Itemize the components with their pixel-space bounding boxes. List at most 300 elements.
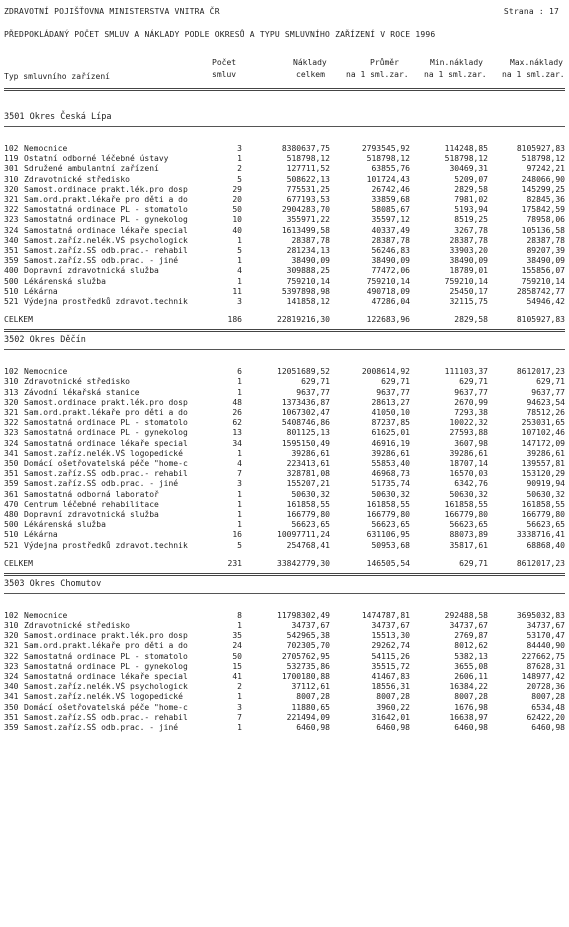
row-max: 87628,31 bbox=[526, 661, 565, 671]
row-type: Sam.ord.prakt.lékaře pro děti a do bbox=[24, 408, 188, 417]
row-max: 629,71 bbox=[536, 377, 565, 387]
row-type: Samost.zaříz.SŠ odb.prac.- rehabil bbox=[24, 246, 188, 255]
row-average: 41050,10 bbox=[371, 408, 410, 417]
row-count: 35 bbox=[232, 631, 242, 641]
row-count: 48 bbox=[232, 397, 242, 407]
row-min: 3267,78 bbox=[454, 225, 488, 235]
row-min: 2606,11 bbox=[454, 672, 488, 681]
row-type: Sdružené ambulantní zařízení bbox=[24, 164, 159, 174]
row-min: 518798,12 bbox=[444, 154, 488, 164]
row-average: 34737,67 bbox=[371, 621, 410, 630]
table-row bbox=[0, 154, 569, 164]
table-row bbox=[0, 662, 569, 672]
table-row bbox=[0, 205, 569, 215]
table-row bbox=[0, 530, 569, 540]
table-row bbox=[0, 164, 569, 174]
row-costs: 28387,78 bbox=[291, 235, 330, 245]
row-costs: 10097711,24 bbox=[277, 530, 330, 540]
table-row bbox=[0, 185, 569, 195]
row-costs: 9637,77 bbox=[296, 387, 330, 397]
row-type: Lékárenská služba bbox=[24, 520, 106, 530]
row-type: Dopravní zdravotnická služba bbox=[24, 266, 159, 276]
row-type: Centrum léčebné rehabilitace bbox=[24, 499, 159, 509]
row-code: 341 bbox=[4, 692, 19, 702]
row-average: 1474787,81 bbox=[361, 610, 410, 620]
row-average: 28387,78 bbox=[371, 235, 410, 245]
table-row bbox=[0, 713, 569, 723]
row-average: 50953,68 bbox=[371, 540, 410, 550]
row-max: 3338716,41 bbox=[516, 530, 565, 540]
row-count: 50 bbox=[232, 205, 242, 215]
row-costs: 5397898,98 bbox=[281, 286, 330, 296]
row-type: Samostatná ordinace PL - gynekolog bbox=[24, 661, 188, 671]
row-max: 90919,94 bbox=[526, 479, 565, 489]
row-count: 1 bbox=[237, 448, 242, 458]
col-min-1: Min.náklady bbox=[430, 58, 483, 67]
row-count: 5 bbox=[237, 540, 242, 550]
row-type: Závodní lékařská stanice bbox=[24, 387, 140, 397]
row-count: 1 bbox=[237, 510, 242, 519]
row-average: 28613,27 bbox=[371, 397, 410, 407]
row-costs: 677193,53 bbox=[286, 195, 330, 204]
row-code: 320 bbox=[4, 397, 19, 407]
district-rule bbox=[4, 593, 565, 594]
row-code: 320 bbox=[4, 631, 19, 641]
table-row bbox=[0, 175, 569, 185]
row-costs: 508622,13 bbox=[286, 174, 330, 184]
district-title: 3501 Okres Česká Lípa bbox=[4, 112, 112, 122]
row-count: 34 bbox=[232, 438, 242, 448]
row-count: 1 bbox=[237, 154, 242, 164]
row-average: 51735,74 bbox=[371, 479, 410, 489]
row-type: Nemocnice bbox=[24, 610, 68, 620]
row-code: 323 bbox=[4, 215, 19, 225]
row-min: 30469,31 bbox=[449, 164, 488, 174]
row-average: 518798,12 bbox=[366, 154, 410, 164]
row-costs: 1373436,87 bbox=[281, 397, 330, 407]
row-min: 27593,88 bbox=[449, 428, 488, 438]
row-max: 8612017,23 bbox=[516, 367, 565, 377]
row-code: 102 bbox=[4, 144, 19, 153]
table-row bbox=[0, 652, 569, 662]
table-row bbox=[0, 266, 569, 276]
total-costs: 22819216,30 bbox=[277, 315, 330, 325]
row-count: 8 bbox=[237, 610, 242, 620]
table-row bbox=[0, 631, 569, 641]
row-max: 147172,09 bbox=[521, 438, 565, 448]
row-min: 2769,87 bbox=[454, 631, 488, 641]
row-costs: 309888,25 bbox=[286, 266, 330, 276]
row-min: 16384,22 bbox=[449, 682, 488, 692]
row-type: Samost.ordinace prakt.lék.pro dosp bbox=[24, 397, 188, 407]
row-type: Samost.zaříz.nelék.VŠ psychologick bbox=[24, 682, 188, 692]
table-row bbox=[0, 418, 569, 428]
row-average: 54115,26 bbox=[371, 651, 410, 661]
table-row bbox=[0, 439, 569, 449]
row-average: 6460,98 bbox=[376, 723, 410, 732]
row-average: 2793545,92 bbox=[361, 144, 410, 153]
row-code: 102 bbox=[4, 367, 19, 377]
row-code: 310 bbox=[4, 377, 19, 387]
row-average: 35597,12 bbox=[371, 215, 410, 225]
row-max: 50630,32 bbox=[526, 489, 565, 499]
row-type: Sam.ord.prakt.lékaře pro děti a do bbox=[24, 195, 188, 204]
row-average: 40337,49 bbox=[371, 225, 410, 235]
row-max: 253031,65 bbox=[521, 418, 565, 428]
row-type: Samostatná ordinace PL - stomatolo bbox=[24, 651, 188, 661]
row-code: 313 bbox=[4, 387, 19, 397]
district-title: 3502 Okres Děčín bbox=[4, 335, 86, 346]
row-average: 15513,30 bbox=[371, 631, 410, 641]
row-max: 38490,09 bbox=[526, 256, 565, 266]
row-costs: 161858,55 bbox=[286, 499, 330, 509]
row-average: 41467,83 bbox=[371, 672, 410, 681]
table-row bbox=[0, 621, 569, 631]
row-type: Výdejna prostředků zdravot.technik bbox=[24, 540, 188, 550]
row-type: Samostatná ordinace lékaře special bbox=[24, 672, 188, 681]
row-count: 1 bbox=[237, 235, 242, 245]
row-max: 166779,80 bbox=[521, 510, 565, 519]
row-min: 7981,02 bbox=[454, 195, 488, 204]
row-min: 8012,62 bbox=[454, 641, 488, 651]
col-max-2: na 1 sml.zar. bbox=[502, 70, 565, 79]
row-costs: 254768,41 bbox=[286, 540, 330, 550]
row-type: Samost.ordinace prakt.lék.pro dosp bbox=[24, 631, 188, 641]
table-row bbox=[0, 672, 569, 682]
row-type: Samostatná ordinace PL - stomatolo bbox=[24, 205, 188, 215]
row-max: 34737,67 bbox=[526, 621, 565, 630]
row-average: 18556,31 bbox=[371, 682, 410, 692]
row-min: 18789,01 bbox=[449, 266, 488, 276]
row-code: 350 bbox=[4, 702, 19, 712]
row-costs: 127711,52 bbox=[286, 164, 330, 174]
row-code: 321 bbox=[4, 195, 19, 204]
row-max: 139557,81 bbox=[521, 459, 565, 468]
row-count: 20 bbox=[232, 195, 242, 204]
col-count-2: smluv bbox=[212, 70, 237, 79]
total-max: 8105927,83 bbox=[516, 315, 565, 325]
table-row bbox=[0, 510, 569, 520]
row-type: Samostatná odborná laboratoř bbox=[24, 489, 159, 499]
row-min: 7293,38 bbox=[454, 408, 488, 417]
row-costs: 11880,65 bbox=[291, 702, 330, 712]
row-min: 88073,89 bbox=[449, 530, 488, 540]
row-code: 359 bbox=[4, 479, 19, 489]
row-type: Zdravotnické středisko bbox=[24, 174, 130, 184]
table-row bbox=[0, 449, 569, 459]
row-max: 9637,77 bbox=[531, 387, 565, 397]
table-row bbox=[0, 195, 569, 205]
row-code: 350 bbox=[4, 459, 19, 468]
total-label: CELKEM bbox=[4, 315, 33, 325]
row-code: 351 bbox=[4, 712, 19, 722]
table-row bbox=[0, 479, 569, 489]
table-row bbox=[0, 377, 569, 387]
row-average: 629,71 bbox=[381, 377, 410, 387]
row-count: 3 bbox=[237, 479, 242, 489]
row-costs: 8007,28 bbox=[296, 692, 330, 702]
row-code: 359 bbox=[4, 256, 19, 266]
row-average: 39286,61 bbox=[371, 448, 410, 458]
row-code: 500 bbox=[4, 520, 19, 530]
row-count: 10 bbox=[232, 215, 242, 225]
row-costs: 38490,09 bbox=[291, 256, 330, 266]
row-code: 351 bbox=[4, 469, 19, 479]
table-row bbox=[0, 703, 569, 713]
row-count: 7 bbox=[237, 469, 242, 479]
row-average: 50630,32 bbox=[371, 489, 410, 499]
col-costs-1: Náklady bbox=[293, 58, 327, 67]
row-max: 175842,59 bbox=[521, 205, 565, 215]
row-code: 323 bbox=[4, 428, 19, 438]
row-min: 56623,65 bbox=[449, 520, 488, 530]
row-min: 50630,32 bbox=[449, 489, 488, 499]
row-code: 521 bbox=[4, 297, 19, 306]
row-code: 480 bbox=[4, 510, 19, 519]
row-max: 2858742,77 bbox=[516, 286, 565, 296]
row-type: Samost.zaříz.nelék.VŠ logopedické bbox=[24, 448, 183, 458]
col-count-1: Počet bbox=[212, 58, 237, 67]
row-average: 29262,74 bbox=[371, 641, 410, 651]
row-count: 1 bbox=[237, 520, 242, 530]
row-costs: 11798302,49 bbox=[277, 610, 330, 620]
row-max: 20728,36 bbox=[526, 682, 565, 692]
row-min: 33903,20 bbox=[449, 246, 488, 255]
row-code: 324 bbox=[4, 438, 19, 448]
row-count: 1 bbox=[237, 489, 242, 499]
row-min: 2670,99 bbox=[454, 397, 488, 407]
row-type: Ostatní odborné léčebné ústavy bbox=[24, 154, 169, 164]
table-row bbox=[0, 500, 569, 510]
col-avg-2: na 1 sml.zar. bbox=[346, 70, 409, 79]
row-code: 322 bbox=[4, 205, 19, 215]
page-number: Strana : 17 bbox=[503, 7, 559, 16]
row-type: Samostatná ordinace lékaře special bbox=[24, 438, 188, 448]
row-average: 33859,68 bbox=[371, 195, 410, 204]
row-max: 97242,21 bbox=[526, 164, 565, 174]
row-count: 13 bbox=[232, 428, 242, 438]
row-count: 1 bbox=[237, 723, 242, 732]
org-header: ZDRAVOTNÍ POJIŠŤOVNA MINISTERSTVA VNITRA ČR bbox=[4, 7, 220, 16]
col-avg-1: Průměr bbox=[370, 58, 399, 67]
row-average: 490718,09 bbox=[366, 286, 410, 296]
row-max: 145299,25 bbox=[521, 184, 565, 194]
row-min: 111103,37 bbox=[444, 367, 488, 377]
row-count: 7 bbox=[237, 712, 242, 722]
table-row bbox=[0, 144, 569, 154]
row-average: 101724,43 bbox=[366, 174, 410, 184]
row-min: 5382,13 bbox=[454, 651, 488, 661]
row-count: 50 bbox=[232, 651, 242, 661]
table-row bbox=[0, 215, 569, 225]
row-min: 6460,98 bbox=[454, 723, 488, 732]
row-average: 56246,83 bbox=[371, 246, 410, 255]
row-count: 5 bbox=[237, 246, 242, 255]
row-code: 351 bbox=[4, 246, 19, 255]
row-costs: 629,71 bbox=[301, 377, 330, 387]
row-min: 8519,25 bbox=[454, 215, 488, 225]
row-count: 1 bbox=[237, 377, 242, 387]
row-type: Samost.zaříz.SŠ odb.prac.- rehabil bbox=[24, 712, 188, 722]
row-code: 521 bbox=[4, 540, 19, 550]
row-max: 107102,46 bbox=[521, 428, 565, 438]
row-average: 61625,01 bbox=[371, 428, 410, 438]
table-row bbox=[0, 367, 569, 377]
row-type: Lékárenská služba bbox=[24, 276, 106, 286]
row-costs: 328781,08 bbox=[286, 469, 330, 479]
row-max: 227662,75 bbox=[521, 651, 565, 661]
row-min: 18707,14 bbox=[449, 459, 488, 468]
row-code: 320 bbox=[4, 184, 19, 194]
row-costs: 2705762,95 bbox=[281, 651, 330, 661]
row-min: 35817,61 bbox=[449, 540, 488, 550]
row-costs: 702305,70 bbox=[286, 641, 330, 651]
row-max: 68868,40 bbox=[526, 540, 565, 550]
district-rule bbox=[4, 349, 565, 350]
table-row bbox=[0, 428, 569, 438]
row-costs: 56623,65 bbox=[291, 520, 330, 530]
row-max: 39286,61 bbox=[526, 448, 565, 458]
table-row bbox=[0, 459, 569, 469]
total-average: 146505,54 bbox=[366, 558, 410, 568]
row-costs: 532735,86 bbox=[286, 661, 330, 671]
row-type: Samost.zaříz.nelék.VŠ psychologick bbox=[24, 235, 188, 245]
col-type: Typ smluvního zařízení bbox=[4, 72, 110, 81]
table-row bbox=[0, 408, 569, 418]
table-row bbox=[0, 246, 569, 256]
table-row bbox=[0, 226, 569, 236]
row-max: 153120,29 bbox=[521, 469, 565, 479]
district-rule bbox=[4, 126, 565, 127]
row-average: 759210,14 bbox=[366, 276, 410, 286]
row-costs: 281234,13 bbox=[286, 246, 330, 255]
table-row bbox=[0, 611, 569, 621]
row-average: 46968,73 bbox=[371, 469, 410, 479]
row-max: 54946,42 bbox=[526, 297, 565, 306]
row-count: 2 bbox=[237, 682, 242, 692]
row-max: 8007,28 bbox=[531, 692, 565, 702]
row-code: 321 bbox=[4, 408, 19, 417]
table-row bbox=[0, 398, 569, 408]
table-row bbox=[0, 541, 569, 551]
row-average: 56623,65 bbox=[371, 520, 410, 530]
row-max: 78958,06 bbox=[526, 215, 565, 225]
report-subtitle: PŘEDPOKLÁDANÝ POČET SMLUV A NÁKLADY PODLE OKRESŮ A TYPU SMLUVNÍHO ZAŘÍZENÍ V ROCE 1996 bbox=[4, 30, 436, 39]
row-min: 8007,28 bbox=[454, 692, 488, 702]
row-type: Samostatná ordinace PL - stomatolo bbox=[24, 418, 188, 428]
row-costs: 39286,61 bbox=[291, 448, 330, 458]
row-max: 518798,12 bbox=[521, 154, 565, 164]
row-costs: 166779,80 bbox=[286, 510, 330, 519]
row-average: 58085,67 bbox=[371, 205, 410, 215]
row-code: 322 bbox=[4, 651, 19, 661]
row-type: Samostatná ordinace PL - gynekolog bbox=[24, 428, 188, 438]
row-min: 161858,55 bbox=[444, 499, 488, 509]
row-min: 25450,17 bbox=[449, 286, 488, 296]
row-min: 28387,78 bbox=[449, 235, 488, 245]
row-type: Zdravotnické středisko bbox=[24, 377, 130, 387]
row-average: 77472,06 bbox=[371, 266, 410, 276]
row-code: 102 bbox=[4, 610, 19, 620]
row-costs: 542965,38 bbox=[286, 631, 330, 641]
row-type: Zdravotnické středisko bbox=[24, 621, 130, 630]
row-costs: 775531,25 bbox=[286, 184, 330, 194]
row-costs: 1700180,88 bbox=[281, 672, 330, 681]
row-costs: 355971,22 bbox=[286, 215, 330, 225]
row-count: 41 bbox=[232, 672, 242, 681]
row-count: 1 bbox=[237, 256, 242, 266]
row-min: 16570,03 bbox=[449, 469, 488, 479]
table-row bbox=[0, 641, 569, 651]
row-costs: 801125,13 bbox=[286, 428, 330, 438]
row-min: 5193,94 bbox=[454, 205, 488, 215]
row-code: 510 bbox=[4, 286, 19, 296]
row-count: 11 bbox=[232, 286, 242, 296]
row-average: 9637,77 bbox=[376, 387, 410, 397]
row-average: 47286,04 bbox=[371, 297, 410, 306]
row-max: 28387,78 bbox=[526, 235, 565, 245]
table-row bbox=[0, 287, 569, 297]
row-count: 4 bbox=[237, 459, 242, 468]
table-row bbox=[0, 388, 569, 398]
row-type: Samost.zaříz.nelék.VŠ logopedické bbox=[24, 692, 183, 702]
row-min: 3607,98 bbox=[454, 438, 488, 448]
total-count: 186 bbox=[227, 315, 242, 325]
row-code: 500 bbox=[4, 276, 19, 286]
row-type: Sam.ord.prakt.lékaře pro děti a do bbox=[24, 641, 188, 651]
row-max: 84440,90 bbox=[526, 641, 565, 651]
row-max: 82845,36 bbox=[526, 195, 565, 204]
row-count: 1 bbox=[237, 387, 242, 397]
row-max: 161858,55 bbox=[521, 499, 565, 509]
row-code: 310 bbox=[4, 621, 19, 630]
row-type: Nemocnice bbox=[24, 367, 68, 377]
row-count: 2 bbox=[237, 164, 242, 174]
col-costs-2: celkem bbox=[296, 70, 325, 79]
row-count: 16 bbox=[232, 530, 242, 540]
row-type: Samost.zaříz.SŠ odb.prac. - jiné bbox=[24, 479, 179, 489]
row-average: 31642,01 bbox=[371, 712, 410, 722]
row-type: Samost.zaříz.SŠ odb.prac.- rehabil bbox=[24, 469, 188, 479]
col-max-1: Max.náklady bbox=[510, 58, 563, 67]
row-min: 39286,61 bbox=[449, 448, 488, 458]
row-average: 631106,95 bbox=[366, 530, 410, 540]
total-average: 122683,96 bbox=[366, 315, 410, 325]
row-count: 15 bbox=[232, 661, 242, 671]
row-max: 62422,20 bbox=[526, 712, 565, 722]
district-title: 3503 Okres Chomutov bbox=[4, 578, 102, 589]
total-label: CELKEM bbox=[4, 558, 33, 568]
row-code: 341 bbox=[4, 448, 19, 458]
row-min: 6342,76 bbox=[454, 479, 488, 489]
row-average: 63855,76 bbox=[371, 164, 410, 174]
row-count: 24 bbox=[232, 641, 242, 651]
row-count: 29 bbox=[232, 184, 242, 194]
row-average: 3960,22 bbox=[376, 702, 410, 712]
row-code: 324 bbox=[4, 225, 19, 235]
table-row bbox=[0, 469, 569, 479]
row-type: Dopravní zdravotnická služba bbox=[24, 510, 159, 519]
row-average: 26742,46 bbox=[371, 184, 410, 194]
row-min: 38490,09 bbox=[449, 256, 488, 266]
row-code: 323 bbox=[4, 661, 19, 671]
row-min: 1676,98 bbox=[454, 702, 488, 712]
row-max: 78512,26 bbox=[526, 408, 565, 417]
row-costs: 37112,61 bbox=[291, 682, 330, 692]
row-type: Výdejna prostředků zdravot.technik bbox=[24, 297, 188, 306]
row-code: 470 bbox=[4, 499, 19, 509]
row-min: 629,71 bbox=[459, 377, 488, 387]
